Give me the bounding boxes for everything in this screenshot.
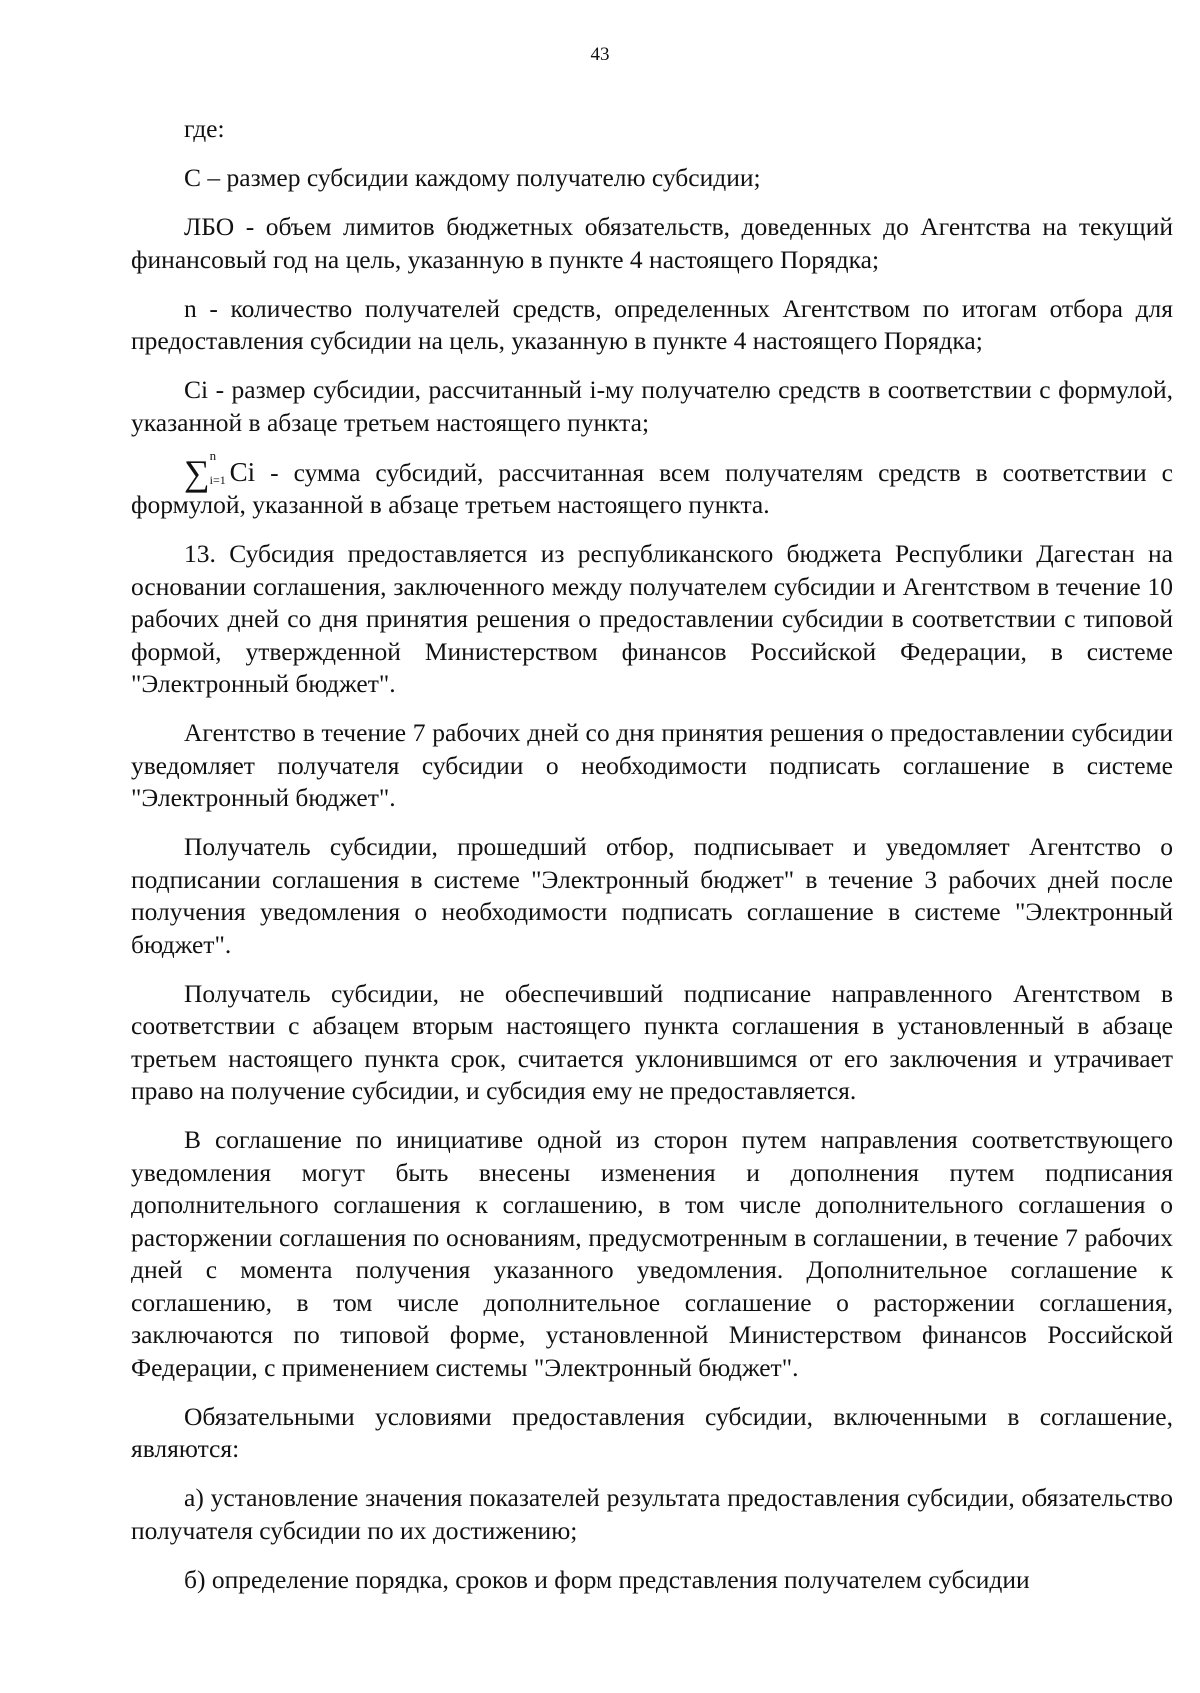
sum-limits (209, 447, 230, 487)
paragraph-agreement-amendments: В соглашение по инициативе одной из сторон путем направления соответствующего уведомления могут быть внесены изменения и дополнения путем подписания дополнительного соглашения к соглашению, в том числе дополнительного соглашения о расторжении соглашения по основаниям, предусмотренным в соглашении, в течение 7 рабочих дней с момента получения указанного уведомления. Дополнительное соглашение к соглашению, в том числе дополнительное соглашение о расторжении соглашения, заключаются по типовой форме, установленной Министерством финансов Российской Федерации, с применением системы "Электронный бюджет". (131, 1125, 1173, 1382)
list-item-a: а) установление значения показателей результата предоставления субсидии, обязательство получателя субсидии по их достижению; (131, 1483, 1173, 1545)
paragraph-agency-notification: Агентство в течение 7 рабочих дней со дня принятия решения о предоставлении субсидии уведомляет получателя субсидии о необходимости подписать соглашение в системе "Электронный бюджет". (131, 718, 1173, 812)
paragraph-recipient-signing: Получатель субсидии, прошедший отбор, подписывает и уведомляет Агентство о подписании соглашения в системе "Электронный бюджет" в течение 3 рабочих дней после получения уведомления о необходимости подписать соглашение в системе "Электронный бюджет". (131, 832, 1173, 959)
paragraph-where: где: (184, 114, 225, 143)
definition-n: n - количество получателей средств, определенных Агентством по итогам отбора для предоставления субсидии на цель, указанную в пункте 4 настоящего Порядка; (131, 293, 1173, 355)
definition-ci: Ci - размер субсидии, рассчитанный i-му получателю средств в соответствии с формулой, указанной в абзаце третьем настоящего пункта; (131, 375, 1173, 437)
sum-description: - сумма субсидий, рассчитанная всем получателям средств в соответствии с формулой, указанной в абзаце третьем настоящего пункта. (131, 457, 1173, 519)
definition-c: С – размер субсидии каждому получателю субсидии; (184, 163, 761, 192)
paragraph-mandatory-conditions: Обязательными условиями предоставления субсидии, включенными в соглашение, являются: (131, 1401, 1173, 1463)
definition-lbo: ЛБО - объем лимитов бюджетных обязательств, доведенных до Агентства на текущий финансовый год на цель, указанную в пункте 4 настоящего Порядка; (131, 212, 1173, 274)
list-item-b: б) определение порядка, сроков и форм представления получателем субсидии (184, 1564, 1030, 1594)
page-number: 43 (590, 44, 610, 65)
sum-upper-limit: n (209, 447, 217, 463)
sum-term: Ci (229, 456, 256, 487)
definition-sum-formula (131, 447, 1173, 522)
sum-symbol: ∑ (184, 452, 210, 493)
clause-13: 13. Субсидия предоставляется из республиканского бюджета Республики Дагестан на основании соглашения, заключенного между получателем субсидии и Агентством в течение 10 рабочих дней со дня принятия решения о предоставлении субсидии в соответствии с типовой формой, утвержденной Министерством финансов Российской Федерации, в системе "Электронный бюджет". (131, 539, 1173, 698)
document-body (131, 113, 1173, 1612)
paragraph-recipient-evasion: Получатель субсидии, не обеспечивший подписание направленного Агентством в соответствии с абзацем вторым настоящего пункта соглашения в установленный в абзаце третьем настоящего пункта срок, считается уклонившимся от его заключения и утрачивает право на получение субсидии, и субсидия ему не предоставляется. (131, 978, 1173, 1105)
sum-lower-limit: i=1 (209, 472, 226, 487)
